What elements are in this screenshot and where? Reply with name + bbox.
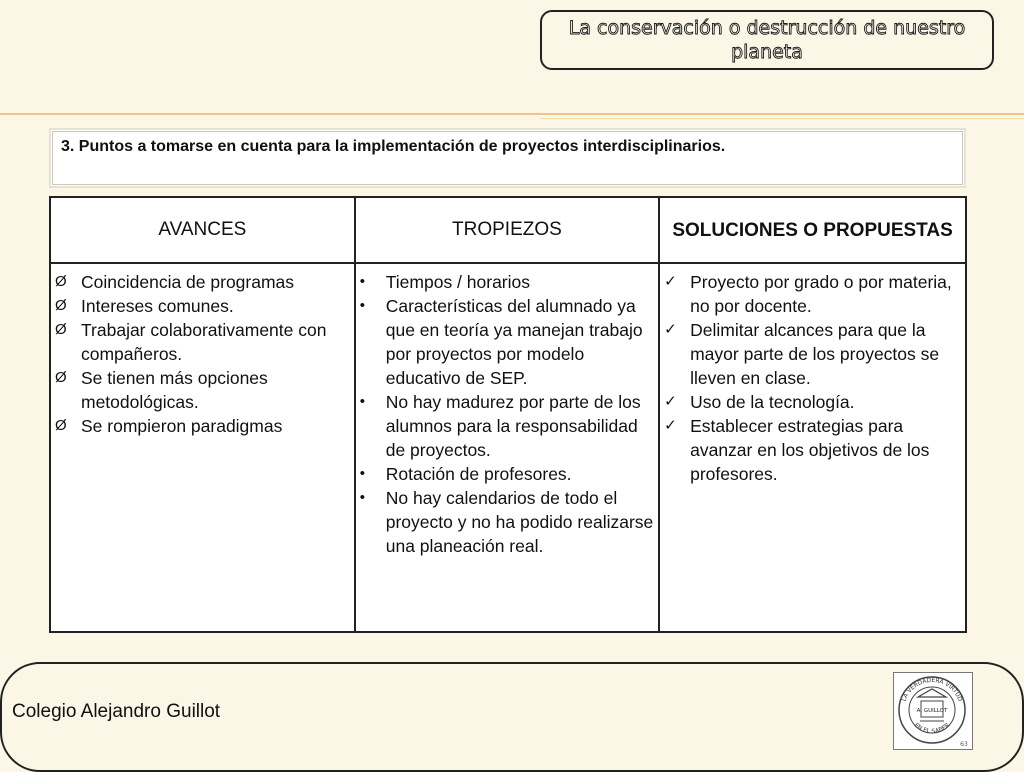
points-table xyxy=(49,196,967,633)
list-item xyxy=(55,318,350,366)
bullet-marker: ✓ xyxy=(664,321,677,338)
slide-title xyxy=(540,10,994,70)
list-item-text: Rotación de profesores. xyxy=(385,464,572,484)
bullet-marker: Ø xyxy=(55,369,67,386)
list-item-text: Establecer estrategias para avanzar en los objetivos de los profesores. xyxy=(690,416,930,484)
list-item-text: Se rompieron paradigmas xyxy=(81,416,283,436)
bullet-marker: Ø xyxy=(55,417,67,434)
header-tropiezos: TROPIEZOS xyxy=(355,197,659,263)
school-seal-logo xyxy=(893,672,973,750)
list-item xyxy=(360,294,654,390)
bullet-marker: • xyxy=(359,465,365,482)
soluciones-cell xyxy=(659,263,966,632)
seal-top-text: LA VERDADERA VIRTUD xyxy=(900,676,964,703)
bullet-marker: • xyxy=(359,297,365,314)
list-item xyxy=(664,390,961,414)
section-heading xyxy=(49,128,966,188)
list-item-text: Uso de la tecnología. xyxy=(690,392,855,412)
tropiezos-list xyxy=(356,264,658,558)
table-header-row xyxy=(50,197,966,263)
school-name: Colegio Alejandro Guillot xyxy=(12,701,221,722)
bullet-marker: ✓ xyxy=(664,417,677,434)
svg-text:EN EL SABER xyxy=(913,722,951,735)
bullet-marker: ✓ xyxy=(664,393,677,410)
list-item-text: Delimitar alcances para que la mayor parte de los proyectos se lleven en clase. xyxy=(690,320,940,388)
list-item-text: No hay madurez por parte de los alumnos para la responsabilidad de proyectos. xyxy=(385,392,641,460)
list-item xyxy=(360,390,654,462)
header-avances: AVANCES xyxy=(50,197,355,263)
list-item-text: Proyecto por grado o por materia, no por docente. xyxy=(690,272,952,316)
bullet-marker: Ø xyxy=(55,297,67,314)
list-item-text: Intereses comunes. xyxy=(81,296,234,316)
list-item xyxy=(55,414,350,438)
list-item-text: Tiempos / horarios xyxy=(385,272,530,292)
bullet-marker: • xyxy=(359,393,365,410)
seal-bottom-text: EN EL SABER xyxy=(912,721,952,736)
list-item xyxy=(55,294,350,318)
section-heading-text: 3. Puntos a tomarse en cuenta para la implementación de proyectos interdisciplinarios. xyxy=(61,138,726,155)
list-item xyxy=(360,462,654,486)
bullet-marker: • xyxy=(359,489,365,506)
bullet-marker: • xyxy=(359,273,365,290)
list-item xyxy=(55,270,350,294)
list-item xyxy=(664,270,961,318)
table-body-row xyxy=(50,263,966,632)
list-item xyxy=(664,414,961,486)
svg-text:LA VERDADERA VIRTUD xyxy=(901,677,964,703)
decorative-rule xyxy=(0,113,1024,115)
seal-center-text: A. GUILLOT xyxy=(916,708,948,714)
list-item-text: Características del alumnado ya que en teoría ya manejan trabajo por proyectos por modelo educativo de SEP. xyxy=(385,296,643,388)
list-item xyxy=(55,366,350,414)
bullet-marker: ✓ xyxy=(664,273,677,290)
list-item xyxy=(360,270,654,294)
avances-cell xyxy=(50,263,355,632)
decorative-rule-thin xyxy=(540,118,1024,119)
bullet-marker: Ø xyxy=(55,321,67,338)
header-soluciones: SOLUCIONES O PROPUESTAS xyxy=(659,197,966,263)
list-item-text: Se tienen más opciones metodológicas. xyxy=(81,368,268,412)
page-number: 63 xyxy=(960,741,968,748)
avances-list xyxy=(51,264,354,438)
list-item xyxy=(360,486,654,558)
list-item-text: Coincidencia de programas xyxy=(81,272,295,292)
bullet-marker: Ø xyxy=(55,273,67,290)
slide-title-text: La conservación o destrucción de nuestro planeta xyxy=(568,17,966,63)
list-item-text: Trabajar colaborativamente con compañeros. xyxy=(81,320,327,364)
tropiezos-cell xyxy=(355,263,659,632)
list-item-text: No hay calendarios de todo el proyecto y no ha podido realizarse una planeación real. xyxy=(385,488,654,556)
soluciones-list xyxy=(660,264,965,486)
list-item xyxy=(664,318,961,390)
